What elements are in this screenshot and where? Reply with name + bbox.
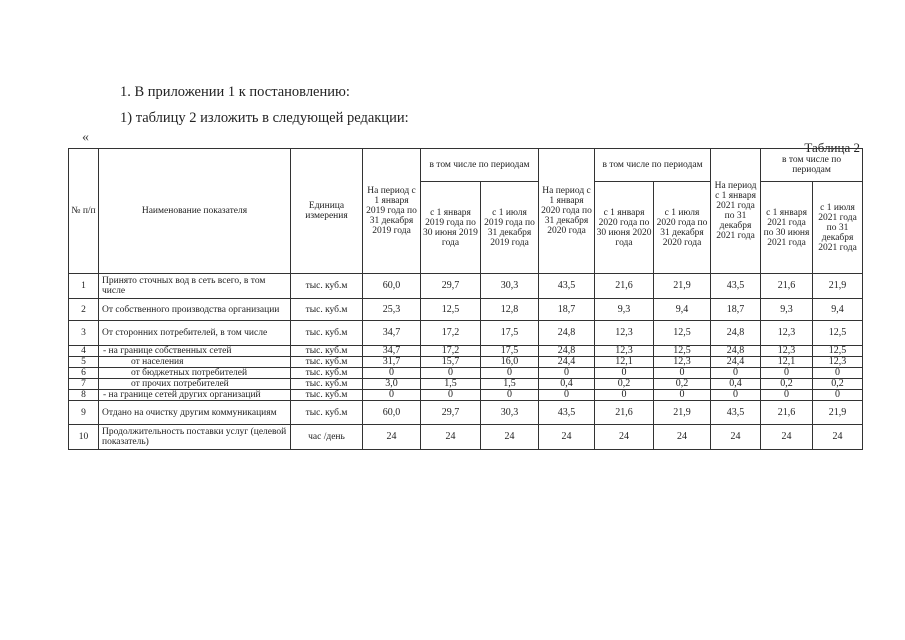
indicator-name: от прочих потребителей — [99, 379, 291, 390]
row-number: 7 — [69, 379, 99, 390]
header-num: № п/п — [69, 149, 99, 274]
value-cell: 0 — [813, 368, 863, 379]
value-cell: 60,0 — [363, 274, 421, 299]
value-cell: 12,5 — [654, 346, 711, 357]
indicator-name: От собственного производства организации — [99, 299, 291, 321]
indicator-name: от бюджетных потребителей — [99, 368, 291, 379]
table-row — [69, 368, 863, 379]
unit-cell: тыс. куб.м — [291, 299, 363, 321]
value-cell: 30,3 — [481, 401, 539, 425]
table-row — [69, 321, 863, 346]
value-cell: 43,5 — [711, 401, 761, 425]
value-cell: 43,5 — [539, 401, 595, 425]
value-cell: 0 — [595, 390, 654, 401]
value-cell: 12,3 — [761, 346, 813, 357]
header-2020-total: На период с 1 января 2020 года по 31 декабря 2020 года — [539, 149, 595, 274]
value-cell: 0 — [539, 368, 595, 379]
indicator-name: От сторонних потребителей, в том числе — [99, 321, 291, 346]
table-row — [69, 390, 863, 401]
table-caption: Таблица 2 — [804, 140, 860, 155]
indicator-name: от населения — [99, 357, 291, 368]
value-cell: 0,4 — [711, 379, 761, 390]
value-cell: 0,2 — [654, 379, 711, 390]
value-cell: 18,7 — [539, 299, 595, 321]
indicator-name: Отдано на очистку другим коммуникациям — [99, 401, 291, 425]
value-cell: 0 — [363, 390, 421, 401]
header-unit: Единица измерения — [291, 149, 363, 274]
value-cell: 12,3 — [595, 321, 654, 346]
table-row — [69, 274, 863, 299]
value-cell: 0 — [363, 368, 421, 379]
value-cell: 21,9 — [813, 274, 863, 299]
indicator-name: Продолжительность поставки услуг (целевой показатель) — [99, 425, 291, 450]
value-cell: 12,5 — [813, 321, 863, 346]
value-cell: 18,7 — [711, 299, 761, 321]
value-cell: 21,9 — [654, 401, 711, 425]
header-2019-total: На период с 1 января 2019 года по 31 декабря 2019 года — [363, 149, 421, 274]
value-cell: 43,5 — [711, 274, 761, 299]
value-cell: 0 — [761, 368, 813, 379]
value-cell: 34,7 — [363, 346, 421, 357]
value-cell: 9,3 — [761, 299, 813, 321]
unit-cell: тыс. куб.м — [291, 357, 363, 368]
value-cell: 24,4 — [539, 357, 595, 368]
value-cell: 0,2 — [761, 379, 813, 390]
opening-quote-mark: « — [82, 130, 89, 145]
table-row — [69, 346, 863, 357]
value-cell: 12,3 — [761, 321, 813, 346]
value-cell: 12,5 — [813, 346, 863, 357]
value-cell: 16,0 — [481, 357, 539, 368]
value-cell: 24 — [711, 425, 761, 450]
value-cell: 12,5 — [654, 321, 711, 346]
unit-cell: тыс. куб.м — [291, 346, 363, 357]
value-cell: 43,5 — [539, 274, 595, 299]
row-number: 1 — [69, 274, 99, 299]
value-cell: 24,8 — [539, 346, 595, 357]
value-cell: 24,8 — [711, 346, 761, 357]
value-cell: 0 — [813, 390, 863, 401]
value-cell: 0,2 — [813, 379, 863, 390]
value-cell: 21,9 — [813, 401, 863, 425]
unit-cell: тыс. куб.м — [291, 368, 363, 379]
header-2021-periods: в том числе по периодам — [761, 149, 863, 182]
value-cell: 24,8 — [539, 321, 595, 346]
amendment-subitem-1: 1) таблицу 2 изложить в следующей редакции: — [120, 110, 409, 126]
value-cell: 0 — [421, 390, 481, 401]
value-cell: 24 — [761, 425, 813, 450]
value-cell: 9,4 — [654, 299, 711, 321]
row-number: 5 — [69, 357, 99, 368]
value-cell: 1,5 — [421, 379, 481, 390]
unit-cell: тыс. куб.м — [291, 390, 363, 401]
value-cell: 21,6 — [761, 401, 813, 425]
unit-cell: час /день — [291, 425, 363, 450]
unit-cell: тыс. куб.м — [291, 379, 363, 390]
value-cell: 29,7 — [421, 401, 481, 425]
indicators-table — [68, 148, 863, 450]
value-cell: 0 — [481, 368, 539, 379]
value-cell: 0,2 — [595, 379, 654, 390]
unit-cell: тыс. куб.м — [291, 401, 363, 425]
value-cell: 17,2 — [421, 346, 481, 357]
value-cell: 0 — [761, 390, 813, 401]
amendment-item-1: 1. В приложении 1 к постановлению: — [120, 84, 350, 100]
row-number: 10 — [69, 425, 99, 450]
row-number: 9 — [69, 401, 99, 425]
table-body — [69, 274, 863, 450]
table-row — [69, 379, 863, 390]
value-cell: 0 — [481, 390, 539, 401]
header-2021-h2: с 1 июля 2021 года по 31 декабря 2021 года — [813, 182, 863, 274]
indicator-name: Принято сточных вод в сеть всего, в том числе — [99, 274, 291, 299]
value-cell: 31,7 — [363, 357, 421, 368]
value-cell: 24,4 — [711, 357, 761, 368]
value-cell: 24 — [421, 425, 481, 450]
value-cell: 12,1 — [595, 357, 654, 368]
header-2019-periods: в том числе по периодам — [421, 149, 539, 182]
value-cell: 12,5 — [421, 299, 481, 321]
value-cell: 24 — [539, 425, 595, 450]
value-cell: 60,0 — [363, 401, 421, 425]
value-cell: 0 — [654, 390, 711, 401]
indicator-name: - на границе собственных сетей — [99, 346, 291, 357]
table-header — [69, 149, 863, 274]
header-2019-h2: с 1 июля 2019 года по 31 декабря 2019 года — [481, 182, 539, 274]
value-cell: 21,6 — [595, 401, 654, 425]
value-cell: 21,6 — [595, 274, 654, 299]
row-number: 8 — [69, 390, 99, 401]
value-cell: 0 — [539, 390, 595, 401]
header-2020-h1: с 1 января 2020 года по 30 июня 2020 года — [595, 182, 654, 274]
unit-cell: тыс. куб.м — [291, 274, 363, 299]
row-number: 6 — [69, 368, 99, 379]
value-cell: 30,3 — [481, 274, 539, 299]
value-cell: 29,7 — [421, 274, 481, 299]
value-cell: 0 — [654, 368, 711, 379]
value-cell: 0,4 — [539, 379, 595, 390]
table-row — [69, 401, 863, 425]
row-number: 2 — [69, 299, 99, 321]
header-2021-h1: с 1 января 2021 года по 30 июня 2021 года — [761, 182, 813, 274]
value-cell: 21,9 — [654, 274, 711, 299]
value-cell: 12,3 — [654, 357, 711, 368]
value-cell: 24 — [363, 425, 421, 450]
value-cell: 0 — [421, 368, 481, 379]
value-cell: 24 — [481, 425, 539, 450]
value-cell: 17,5 — [481, 321, 539, 346]
value-cell: 0 — [595, 368, 654, 379]
indicator-name: - на границе сетей других организаций — [99, 390, 291, 401]
value-cell: 1,5 — [481, 379, 539, 390]
value-cell: 24 — [595, 425, 654, 450]
header-2019-h1: с 1 января 2019 года по 30 июня 2019 года — [421, 182, 481, 274]
value-cell: 34,7 — [363, 321, 421, 346]
unit-cell: тыс. куб.м — [291, 321, 363, 346]
header-2020-periods: в том числе по периодам — [595, 149, 711, 182]
value-cell: 21,6 — [761, 274, 813, 299]
row-number: 3 — [69, 321, 99, 346]
value-cell: 17,2 — [421, 321, 481, 346]
value-cell: 0 — [711, 368, 761, 379]
table-row — [69, 357, 863, 368]
value-cell: 17,5 — [481, 346, 539, 357]
header-name: Наименование показателя — [99, 149, 291, 274]
header-2020-h2: с 1 июля 2020 года по 31 декабря 2020 года — [654, 182, 711, 274]
table-row — [69, 425, 863, 450]
value-cell: 24 — [813, 425, 863, 450]
value-cell: 24 — [654, 425, 711, 450]
value-cell: 24,8 — [711, 321, 761, 346]
value-cell: 12,3 — [813, 357, 863, 368]
value-cell: 12,8 — [481, 299, 539, 321]
header-2021-total: На период с 1 января 2021 года по 31 декабря 2021 года — [711, 149, 761, 274]
value-cell: 9,4 — [813, 299, 863, 321]
row-number: 4 — [69, 346, 99, 357]
value-cell: 0 — [711, 390, 761, 401]
value-cell: 12,3 — [595, 346, 654, 357]
table-row — [69, 299, 863, 321]
value-cell: 12,1 — [761, 357, 813, 368]
value-cell: 3,0 — [363, 379, 421, 390]
value-cell: 15,7 — [421, 357, 481, 368]
value-cell: 25,3 — [363, 299, 421, 321]
value-cell: 9,3 — [595, 299, 654, 321]
